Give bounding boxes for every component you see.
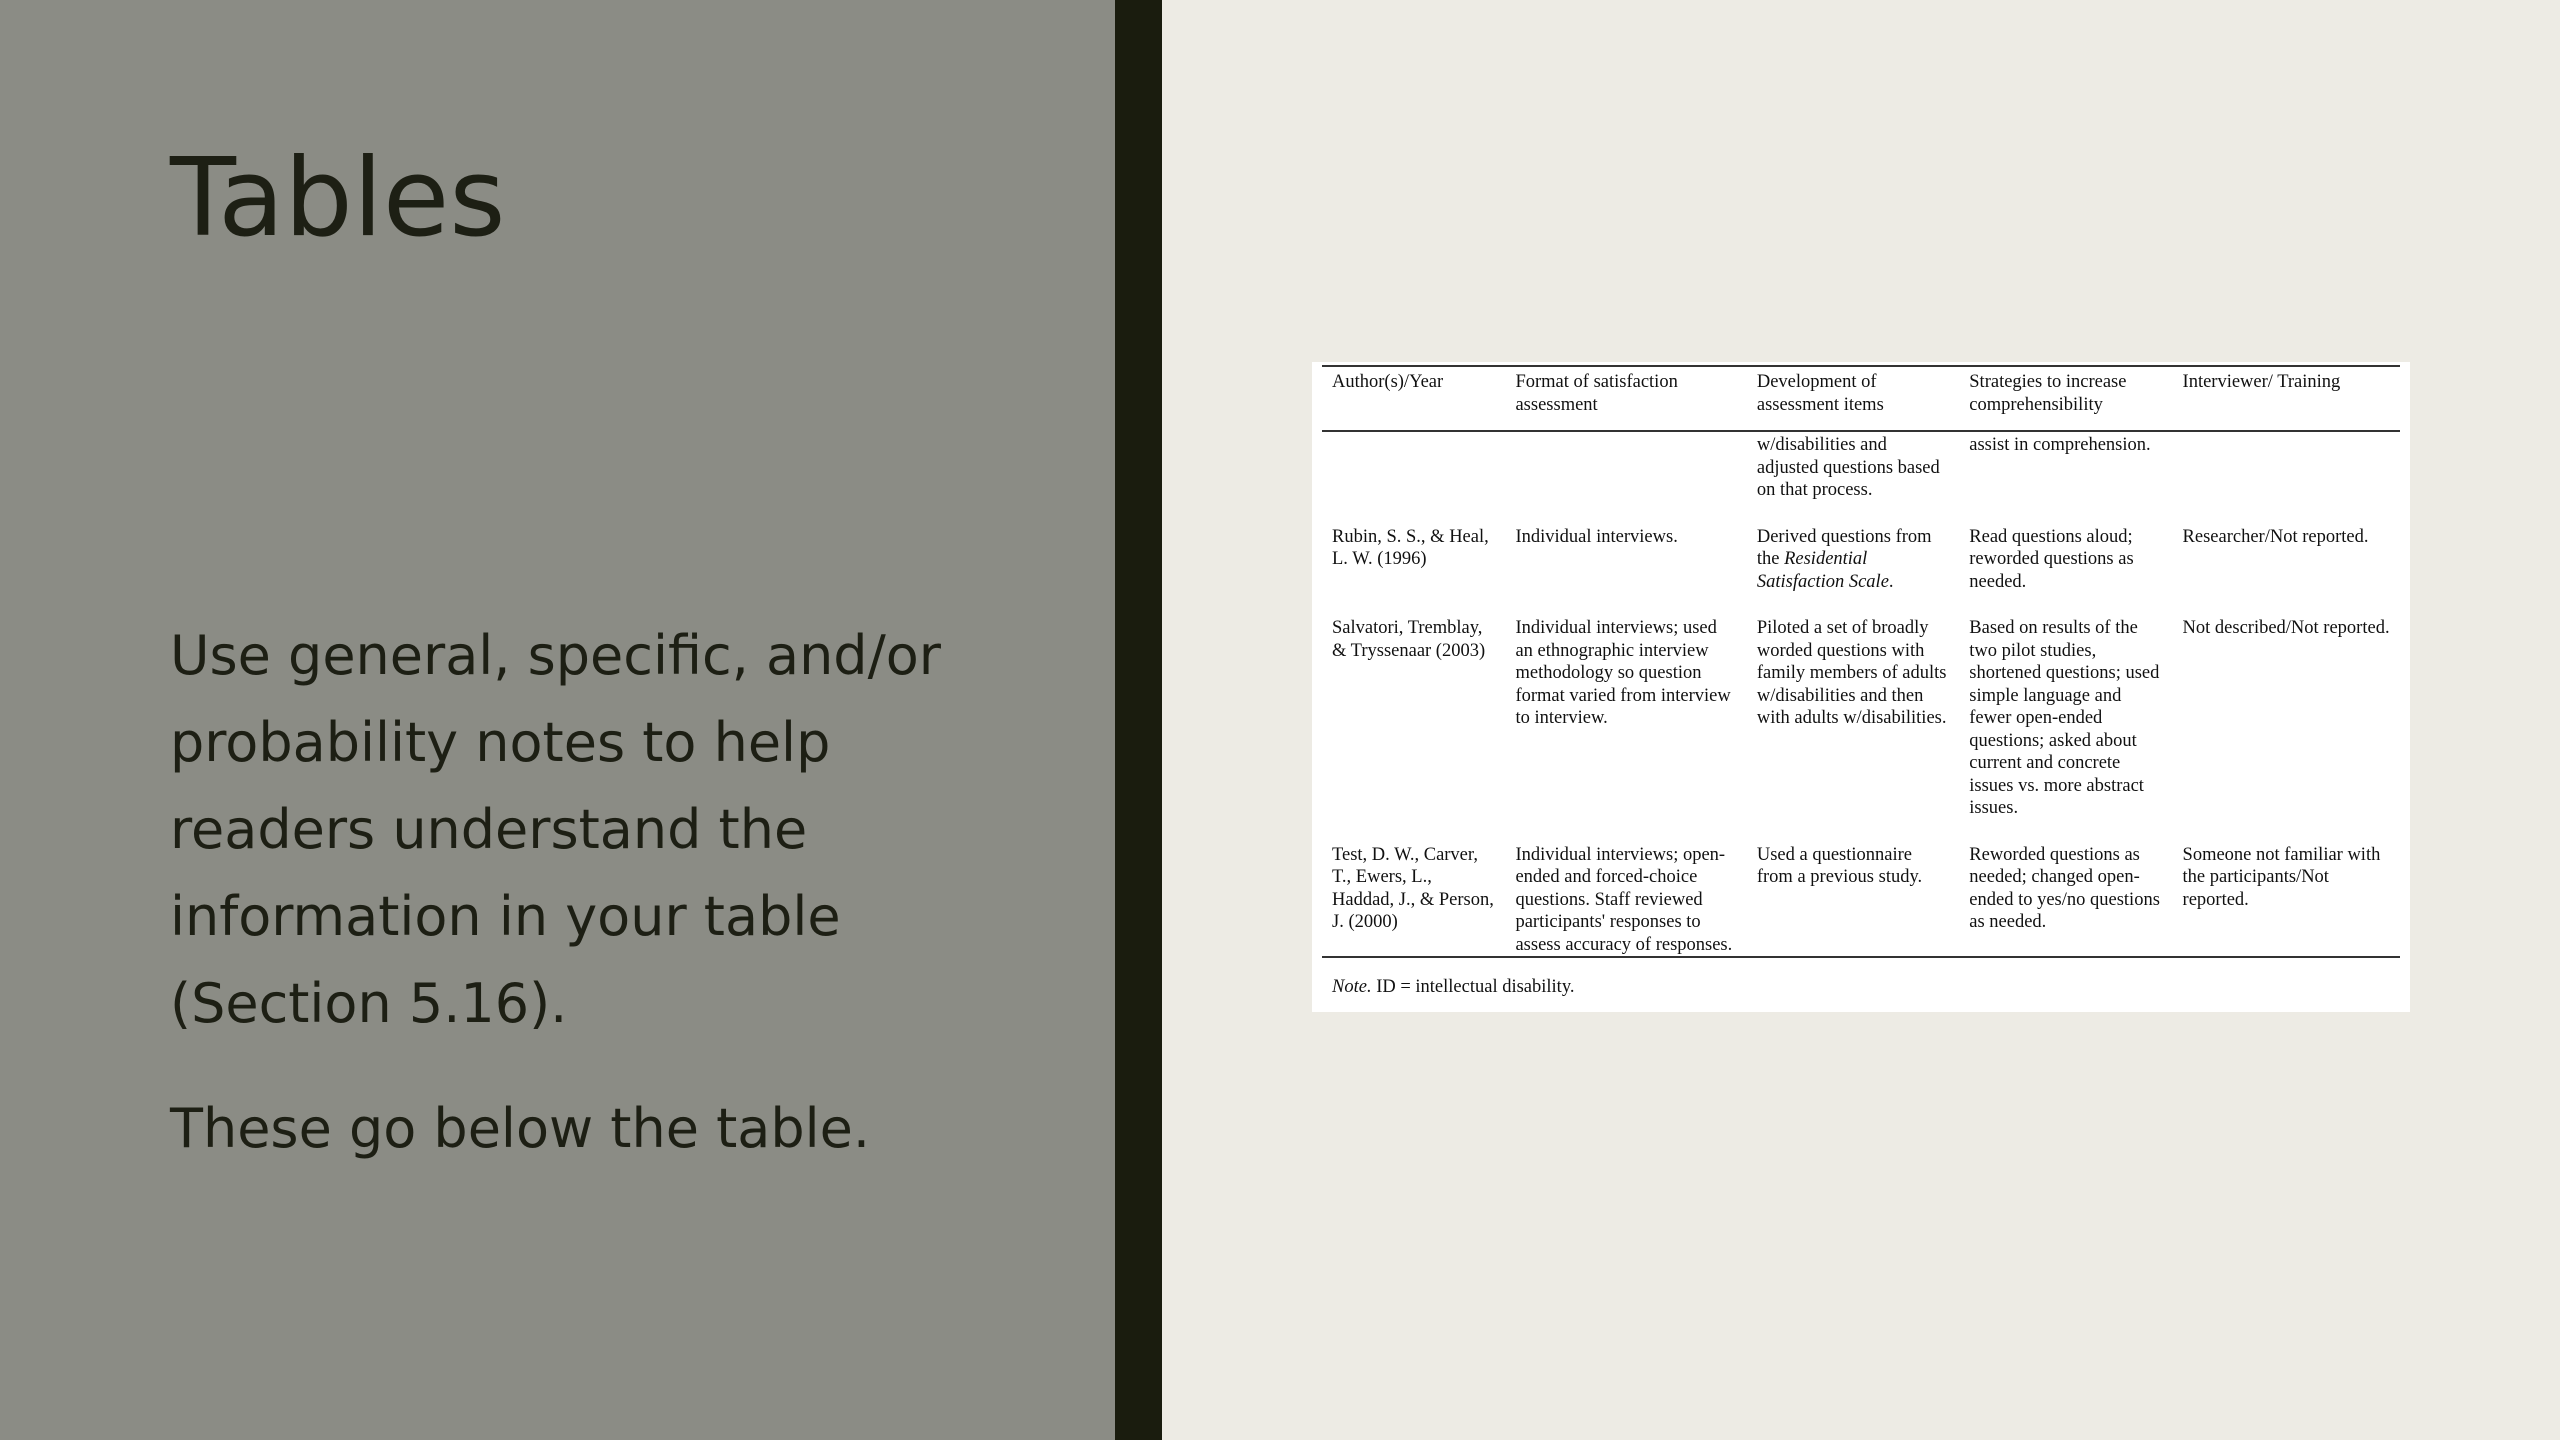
- cell-strategies: Read questions aloud; reworded questions as needed.: [1969, 526, 2134, 592]
- cell-format: Individual interviews; open-ended and forced-choice questions. Staff reviewed participants' responses to assess accuracy of responses.: [1505, 842, 1746, 958]
- cell-development-suffix: .: [1888, 571, 1894, 592]
- table-row: [1322, 524, 2400, 616]
- cell-development: Used a questionnaire from a previous study.: [1747, 842, 1959, 958]
- header-development: Development of assessment items: [1747, 366, 1959, 431]
- slide-title: Tables: [170, 136, 506, 261]
- table-row: [1322, 431, 2400, 524]
- header-strategies: Strategies to increase comprehensibility: [1959, 366, 2172, 431]
- cell-format: [1505, 431, 1746, 524]
- cell-format: Individual interviews; used an ethnographic interview methodology so question format varied from interview to interview.: [1515, 618, 1731, 728]
- apa-table: [1322, 365, 2400, 958]
- table-row: [1322, 842, 2400, 958]
- cell-author: Test, D. W., Carver, T., Ewers, L., Haddad, J., & Person, J. (2000): [1322, 842, 1505, 958]
- cell-development: w/disabilities and adjusted questions based on that process.: [1756, 435, 1940, 500]
- table-note-text: ID = intellectual disability.: [1371, 977, 1575, 997]
- header-interviewer: Interviewer/ Training: [2173, 366, 2400, 431]
- vertical-divider-bar: [1115, 0, 1162, 1440]
- cell-development-italic: Residential Satisfaction Scale: [1756, 549, 1889, 592]
- cell-strategies: Reworded questions as needed; changed open-ended to yes/no questions as needed.: [1959, 842, 2172, 958]
- cell-author: Salvatori, Tremblay, & Tryssenaar (2003): [1332, 618, 1486, 661]
- header-author-year: Author(s)/Year: [1322, 366, 1505, 431]
- table-note-label: Note.: [1332, 977, 1372, 997]
- cell-interviewer: Someone not familiar with the participants/Not reported.: [2173, 842, 2400, 958]
- table-note: [1332, 976, 1575, 998]
- cell-development-prefix: Derived questions from the: [1756, 526, 1932, 569]
- body-paragraph-notes: Use general, specific, and/or probability notes to help readers understand the information in your table (Section 5.16).: [170, 624, 942, 1035]
- body-paragraph-below: These go below the table.: [170, 1097, 871, 1160]
- cell-interviewer: Not described/Not reported.: [2182, 618, 2390, 638]
- cell-development: [1747, 524, 1959, 616]
- cell-strategies: assist in comprehension.: [1969, 435, 2151, 455]
- cell-interviewer: Researcher/Not reported.: [2182, 526, 2369, 547]
- cell-interviewer: [2173, 431, 2400, 524]
- table-row: [1322, 615, 2400, 842]
- cell-strategies: Based on results of the two pilot studies, shortened questions; used simple language and fewer open-ended questions; asked about current and concrete issues vs. more abstract issues.: [1969, 618, 2160, 818]
- cell-author: Rubin, S. S., & Heal, L. W. (1996): [1332, 526, 1489, 569]
- cell-development: Piloted a set of broadly worded questions with family members of adults w/disabilities and then with adults w/disabilities.: [1756, 618, 1947, 728]
- cell-author: [1322, 431, 1505, 524]
- table-image: [1312, 362, 2410, 1012]
- header-format: Format of satisfaction assessment: [1505, 366, 1746, 431]
- table-header-row: [1322, 366, 2400, 431]
- cell-format: Individual interviews.: [1515, 526, 1678, 547]
